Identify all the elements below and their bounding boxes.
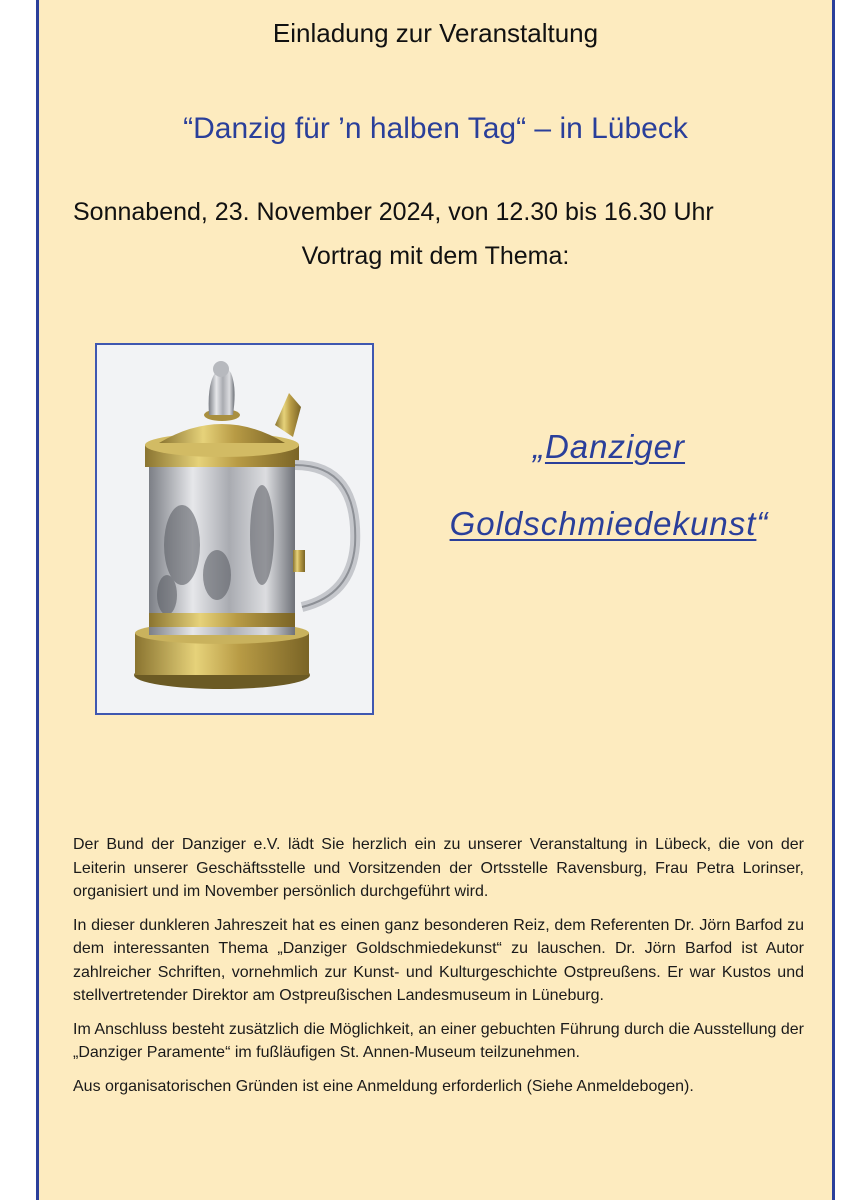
- body-paragraph-3: Im Anschluss besteht zusätzlich die Möglichkeit, an einer gebuchten Führung durch die Ausstellung der „Danziger Paramente“ im fußläufigen St. Annen-Museum teilzunehmen.: [73, 1020, 804, 1061]
- body-paragraph-4: Aus organisatorischen Gründen ist eine Anmeldung erforderlich (Siehe Anmeldebogen).: [73, 1077, 694, 1095]
- silver-tankard-illustration: [97, 345, 372, 713]
- topic-title-line-2: [399, 505, 819, 543]
- body-paragraph-2: In dieser dunkleren Jahreszeit hat es einen ganz besonderen Reiz, dem Referenten Dr. Jörn Barfod zu dem interessanten Thema „Danziger Goldschmiedekunst“ zu lauschen. Dr. Jörn Barfod ist Autor zahlreicher Schriften, vornehmlich zur Kunst- und Kulturgeschichte Ostpreußens. Er war Kustos und stellvertretender Direktor am Ostpreußischen Landesmuseum in Lüneburg.: [73, 916, 804, 1004]
- topic-intro: Vortrag mit dem Thema:: [301, 242, 570, 270]
- topic-word-goldschmiedekunst: Goldschmiedekunst: [449, 505, 757, 542]
- event-title: “Danzig für ’n halben Tag“ – in Lübeck: [183, 112, 688, 145]
- invitation-page: [36, 0, 835, 1200]
- tankard-photo: [95, 343, 374, 715]
- invitation-body: [73, 833, 804, 1108]
- topic-close-quote: “: [756, 505, 769, 542]
- topic-open-quote: „: [532, 428, 545, 465]
- event-date: Sonnabend, 23. November 2024, von 12.30 bis 16.30 Uhr: [73, 198, 714, 226]
- topic-title-line-1: [399, 428, 819, 466]
- body-paragraph-1: Der Bund der Danziger e.V. lädt Sie herzlich ein zu unserer Veranstaltung in Lübeck, die von der Leiterin unserer Geschäftsstelle und Vorsitzenden der Ortsstelle Ravensburg, Frau Petra Lorinser, organisiert und im November persönlich durchgeführt wird.: [73, 836, 804, 900]
- invitation-heading: Einladung zur Veranstaltung: [272, 18, 599, 48]
- topic-word-danziger: Danziger: [544, 428, 686, 465]
